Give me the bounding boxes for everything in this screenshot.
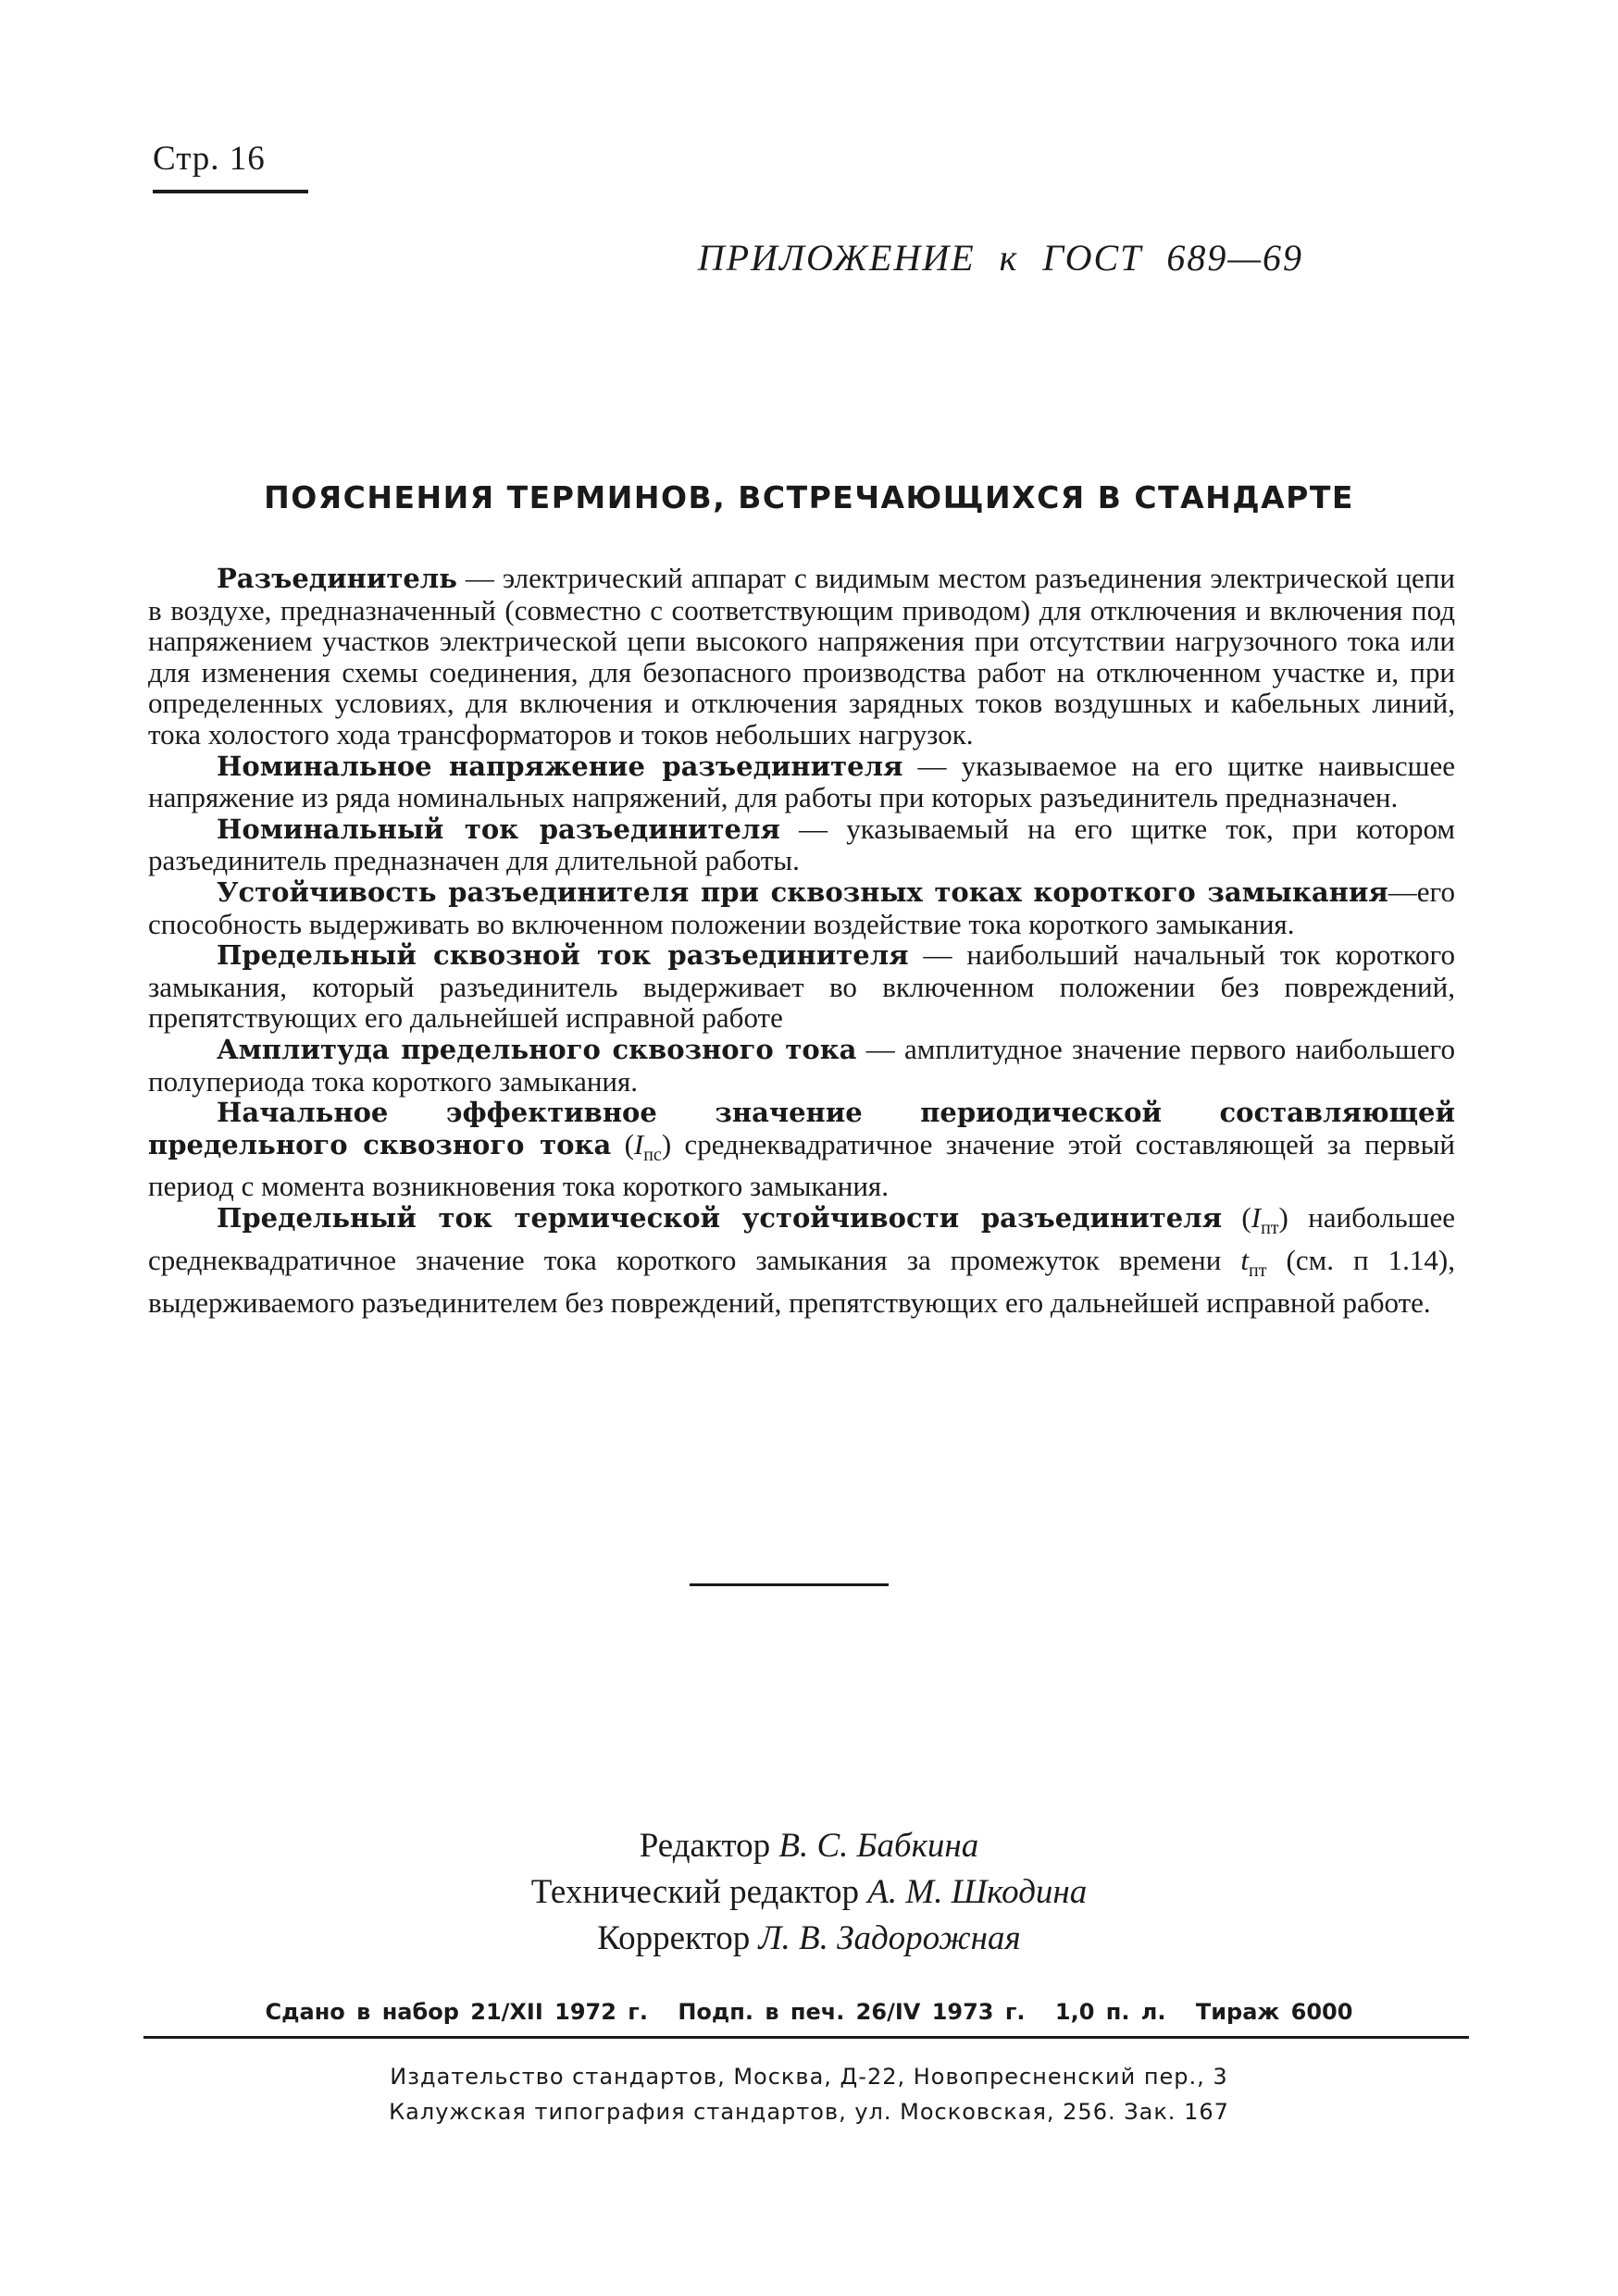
printer-line: Калужская типография стандартов, ул. Московская, 256. Зак. 167 [389, 2099, 1229, 2125]
definition-paragraph [148, 563, 1455, 751]
definition-text: ( [611, 1127, 634, 1160]
definition-term: Разъединитель [217, 563, 457, 594]
definition-term: Начальное эффективное значение периодической составляющей предельного сквозного тока [148, 1097, 1455, 1160]
definition-paragraph [148, 813, 1455, 876]
page-number: Стр. 16 [153, 140, 266, 178]
editor-line: Редактор В. С. Бабкина [639, 1827, 979, 1865]
definition-text: ( [1222, 1201, 1251, 1235]
page-number-rule [153, 190, 308, 193]
definition-text: — указываемый на его щитке ток, при котором разъединитель предназначен для длительной работы. [148, 812, 1456, 877]
current-symbol: $I_{пт}$ [1251, 1201, 1279, 1239]
time-symbol: $t_{пт}$ [1240, 1243, 1267, 1282]
current-symbol: $I_{пс}$ [633, 1127, 662, 1165]
definition-text: ) наибольшее среднеквадратичное значение тока короткого замыкания за промежуток времени [148, 1201, 1456, 1276]
definition-paragraph [148, 876, 1455, 939]
definition-text: — указываемое на его щитке наивысшее напряжение из ряда номинальных напряжений, для работы при которых разъединитель предназначен. [148, 749, 1455, 814]
definition-paragraph [148, 1202, 1455, 1318]
definition-text: — амплитудное значение первого наибольшего полупериода тока короткого замыкания. [148, 1032, 1455, 1098]
definition-term: Номинальный ток разъединителя [217, 813, 780, 845]
corrector-line: Корректор Л. В. Задорожная [597, 1919, 1021, 1957]
definition-paragraph [148, 1034, 1455, 1097]
publisher-line: Издательство стандартов, Москва, Д-22, Новопресненский пер., 3 [390, 2064, 1228, 2090]
imprint-rule [143, 2036, 1469, 2039]
definition-term: Амплитуда предельного сквозного тока [217, 1033, 857, 1065]
credits [0, 1823, 1618, 1962]
definitions-body [148, 563, 1455, 1318]
appendix-reference: ПРИЛОЖЕНИЕ к ГОСТ 689—69 [697, 237, 1303, 279]
definition-text: — наибольший начальный ток короткого замыкания, который разъединитель выдерживает во включенном положении без повреждений, препятствующих его дальнейшей исправной работе [148, 938, 1455, 1035]
definition-term: Предельный ток термической устойчивости разъединителя [217, 1202, 1223, 1235]
section-divider [690, 1583, 889, 1586]
definition-text: (см. п 1.14), выдерживаемого разъединителем без повреждений, препятствующих его дальнейшей исправной работе. [148, 1243, 1455, 1319]
definition-text: ) среднеквадратичное значение этой составляющей за первый период с момента возникновения тока короткого замыкания. [148, 1127, 1455, 1203]
definition-paragraph [148, 939, 1455, 1034]
page-title: ПОЯСНЕНИЯ ТЕРМИНОВ, ВСТРЕЧАЮЩИХСЯ В СТАНДАРТЕ [264, 479, 1354, 515]
definition-paragraph [148, 751, 1455, 813]
definition-term: Номинальное напряжение разъединителя [217, 750, 903, 782]
imprint-line [0, 1999, 1618, 2025]
signed-date: Подп. в печ. 26/IV 1973 г. [678, 1999, 1026, 2025]
typeset-date: Сдано в набор 21/XII 1972 г. [265, 1999, 648, 2025]
definition-paragraph [148, 1097, 1455, 1202]
publisher-info [0, 2059, 1618, 2129]
definition-text: —его способность выдерживать во включенном положении воздействие тока короткого замыкания. [148, 875, 1455, 940]
definition-text: — электрический аппарат с видимым местом разъединения электрической цепи в воздухе, предназначенный (совместно с соответствующим приводом) для отключения и включения под напряжением участков электрической цепи высокого напряжения при отсутствии нагрузочного тока или для изменения схемы соединения, для безопасного производства работ на отключенном участке и, при определенных условиях, для включения и отключения зарядных токов воздушных и кабельных линий, тока холостого хода трансформаторов и токов небольших нагрузок. [148, 562, 1455, 751]
definition-term: Предельный сквозной ток разъединителя [217, 939, 909, 972]
tech-editor-line: Технический редактор А. М. Шкодина [530, 1873, 1088, 1911]
printed-sheets: 1,0 п. л. [1054, 1999, 1166, 2025]
circulation: Тираж 6000 [1195, 1999, 1353, 2025]
definition-term: Устойчивость разъединителя при сквозных токах короткого замыкания [217, 875, 1388, 908]
